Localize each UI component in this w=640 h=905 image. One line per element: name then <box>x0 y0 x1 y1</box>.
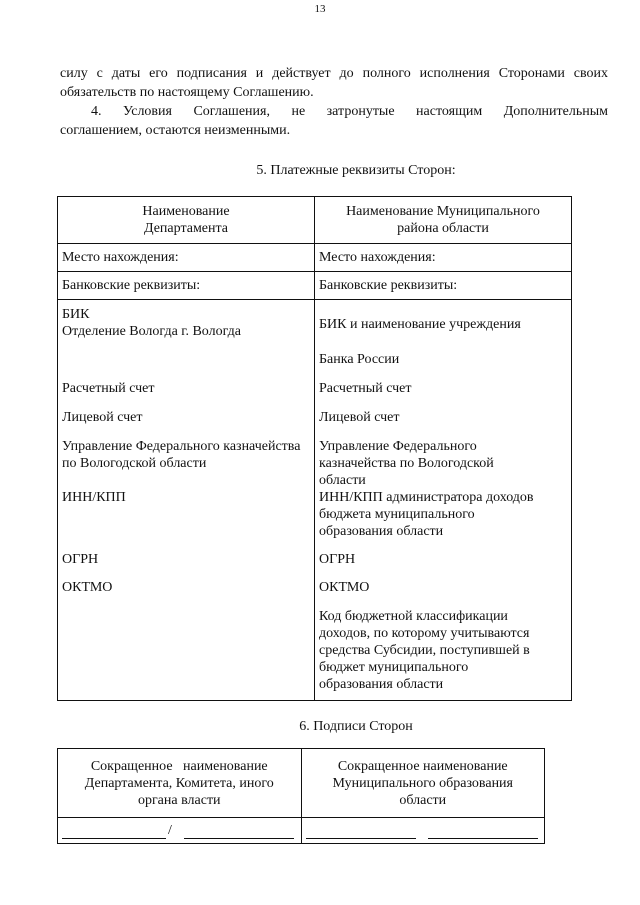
bik-institution-label: БИК и наименование учреждения <box>319 317 521 332</box>
bank-of-russia-label: Банка России <box>319 352 400 367</box>
page-number: 13 <box>314 3 326 15</box>
department-bank-details <box>58 300 315 701</box>
payment-details-table <box>57 196 572 701</box>
department-bank-details-label: Банковские реквизиты: <box>58 272 315 300</box>
kbk-line-3: средства Субсидии, поступившей в <box>319 643 530 658</box>
treasury-line-2: казначейства по Вологодской <box>319 456 494 471</box>
paragraph-4-line-2: соглашением, остаются неизменными. <box>60 123 291 138</box>
treasury-line-2: по Вологодской области <box>62 456 207 471</box>
kbk-line-1: Код бюджетной классификации <box>319 609 508 624</box>
signature-blank[interactable] <box>306 824 416 839</box>
personal-account-label: Лицевой счет <box>319 410 400 425</box>
kbk-line-4: бюджет муниципального <box>319 660 469 675</box>
ogrn-label: ОГРН <box>319 552 356 567</box>
oktmo-label: ОКТМО <box>319 580 370 595</box>
personal-account-label: Лицевой счет <box>62 410 143 425</box>
treasury-line-1: Управление Федерального казначейства <box>62 439 301 454</box>
department-short-name-header: Сокращенное наименование Департамента, Комитета, иного органа власти <box>58 749 302 818</box>
bank-branch: Отделение Вологда г. Вологда <box>62 324 241 339</box>
name-blank[interactable] <box>428 824 538 839</box>
signature-blank[interactable] <box>62 824 166 839</box>
inn-kpp-line-3: образования области <box>319 524 444 539</box>
department-location: Место нахождения: <box>58 244 315 272</box>
inn-kpp-line-2: бюджета муниципального <box>319 507 475 522</box>
section-5-heading: 5. Платежные реквизиты Сторон: <box>256 163 456 178</box>
district-bank-details <box>315 300 572 701</box>
paragraph-3-line-1: силу с даты его подписания и действует до полного исполнения Сторонами своих <box>60 66 608 81</box>
paragraph-3-line-2: обязательств по настоящему Соглашению. <box>60 85 314 100</box>
paragraph-4-line-1: 4. Условия Соглашения, не затронутые настоящим Дополнительным <box>91 104 608 119</box>
treasury-line-1: Управление Федерального <box>319 439 477 454</box>
municipality-short-name-header: Сокращенное наименование Муниципального образования области <box>301 749 545 818</box>
department-signature-line[interactable] <box>58 818 302 844</box>
department-name-header: Наименование Департамента <box>58 197 315 244</box>
slash-separator: / <box>168 823 172 838</box>
settlement-account-label: Расчетный счет <box>319 381 412 396</box>
kbk-line-2: доходов, по которому учитываются <box>319 626 530 641</box>
name-blank[interactable] <box>184 824 294 839</box>
district-name-header: Наименование Муниципального района области <box>315 197 572 244</box>
kbk-line-5: образования области <box>319 677 444 692</box>
section-6-heading: 6. Подписи Сторон <box>299 719 413 734</box>
oktmo-label: ОКТМО <box>62 580 113 595</box>
settlement-account-label: Расчетный счет <box>62 381 155 396</box>
ogrn-label: ОГРН <box>62 552 99 567</box>
district-location: Место нахождения: <box>315 244 572 272</box>
municipality-signature-line[interactable] <box>301 818 545 844</box>
signatures-table <box>57 748 545 844</box>
inn-kpp-line-1: ИНН/КПП администратора доходов <box>319 490 534 505</box>
bik-label: БИК <box>62 307 90 322</box>
inn-kpp-label: ИНН/КПП <box>62 490 126 505</box>
district-bank-details-label: Банковские реквизиты: <box>315 272 572 300</box>
treasury-line-3: области <box>319 473 366 488</box>
